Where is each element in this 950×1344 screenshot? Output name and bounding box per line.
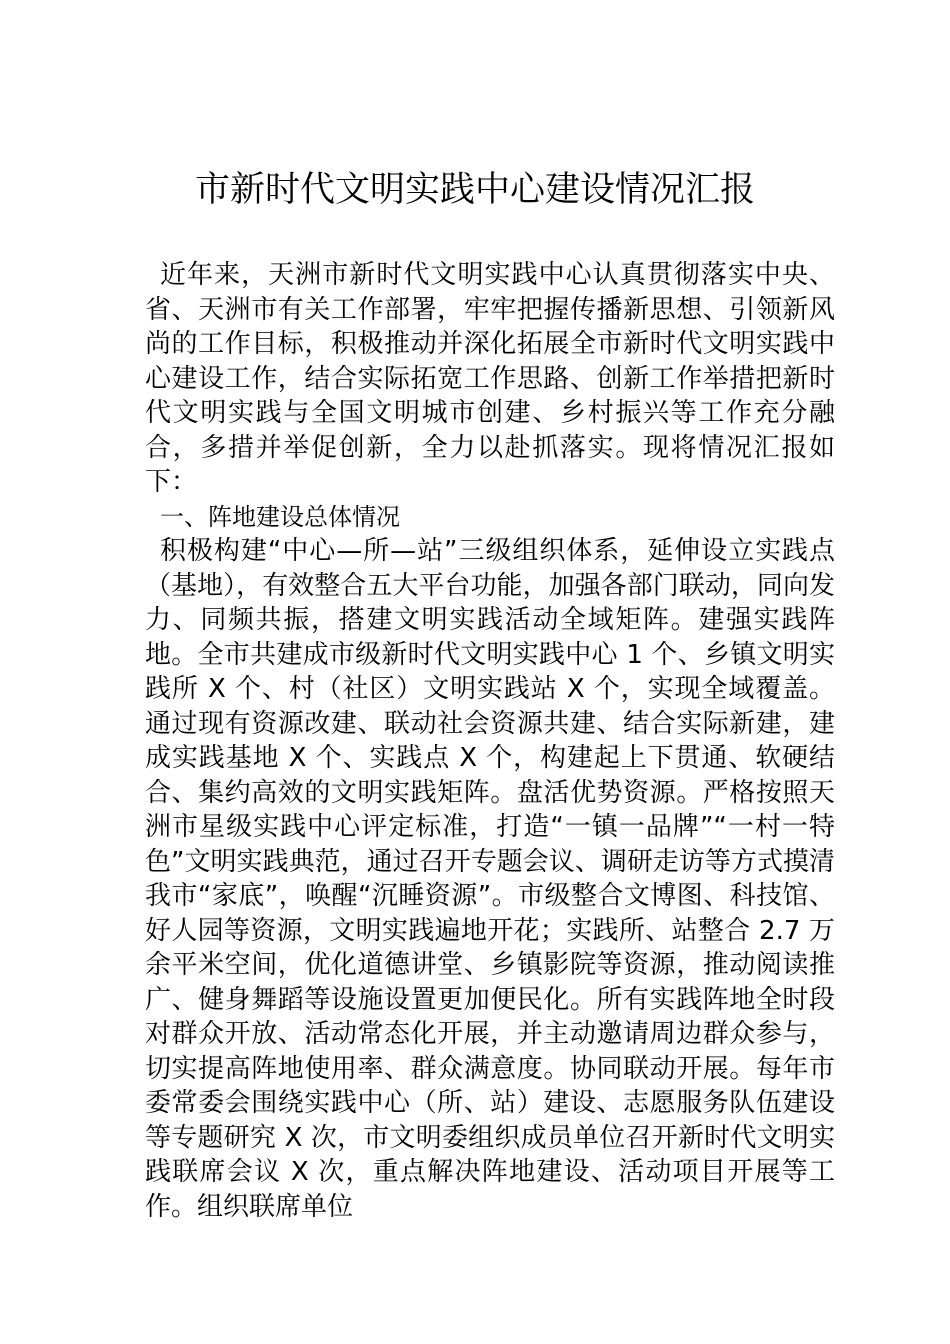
- intro-paragraph: 近年来，天洲市新时代文明实践中心认真贯彻落实中央、省、天洲市有关工作部署，牢牢把握传播新思想、引领新风尚的工作目标，积极推动并深化拓展全市新时代文明实践中心建设工作，结合实际拓宽工作思路、创新工作举措把新时代文明实践与全国文明城市创建、乡村振兴等工作充分融合，多措并举促创新，全力以赴抓落实。现将情况汇报如下：: [145, 260, 835, 497]
- section-heading: 一、阵地建设总体情况: [160, 502, 400, 531]
- section-paragraph: 积极构建“中心—所—站”三级组织体系，延伸设立实践点（基地），有效整合五大平台功能，加强各部门联动，同向发力、同频共振，搭建文明实践活动全域矩阵。建强实践阵地。全市共建成市级新时代文明实践中心 1 个、乡镇文明实践所 X 个、村（社区）文明实践站 X 个，实现全域覆盖。通过现有资源改建、联动社会资源共建、结合实际新建，建成实践基地 X 个、实践点 X 个，构建起上下贯通、软硬结合、集约高效的文明实践矩阵。盘活优势资源。严格按照天洲市星级实践中心评定标准，打造“一镇一品牌”“一村一特色”文明实践典范，通过召开专题会议、调研走访等方式摸清我市“家底”，唤醒“沉睡资源”。市级整合文博图、科技馆、好人园等资源，文明实践遍地开花；实践所、站整合 2.7 万余平米空间，优化道德讲堂、乡镇影院等资源，推动阅读推广、健身舞蹈等设施设置更加便民化。所有实践阵地全时段对群众开放、活动常态化开展，并主动邀请周边群众参与，切实提高阵地使用率、群众满意度。协同联动开展。每年市委常委会围绕实践中心（所、站）建设、志愿服务队伍建设等专题研究 X 次，市文明委组织成员单位召开新时代文明实践联席会议 X 次，重点解决阵地建设、活动项目开展等工作。组织联席单位: [145, 536, 835, 1222]
- document-body: [145, 258, 835, 1224]
- document-title: 市新时代文明实践中心建设情况汇报: [194, 170, 755, 210]
